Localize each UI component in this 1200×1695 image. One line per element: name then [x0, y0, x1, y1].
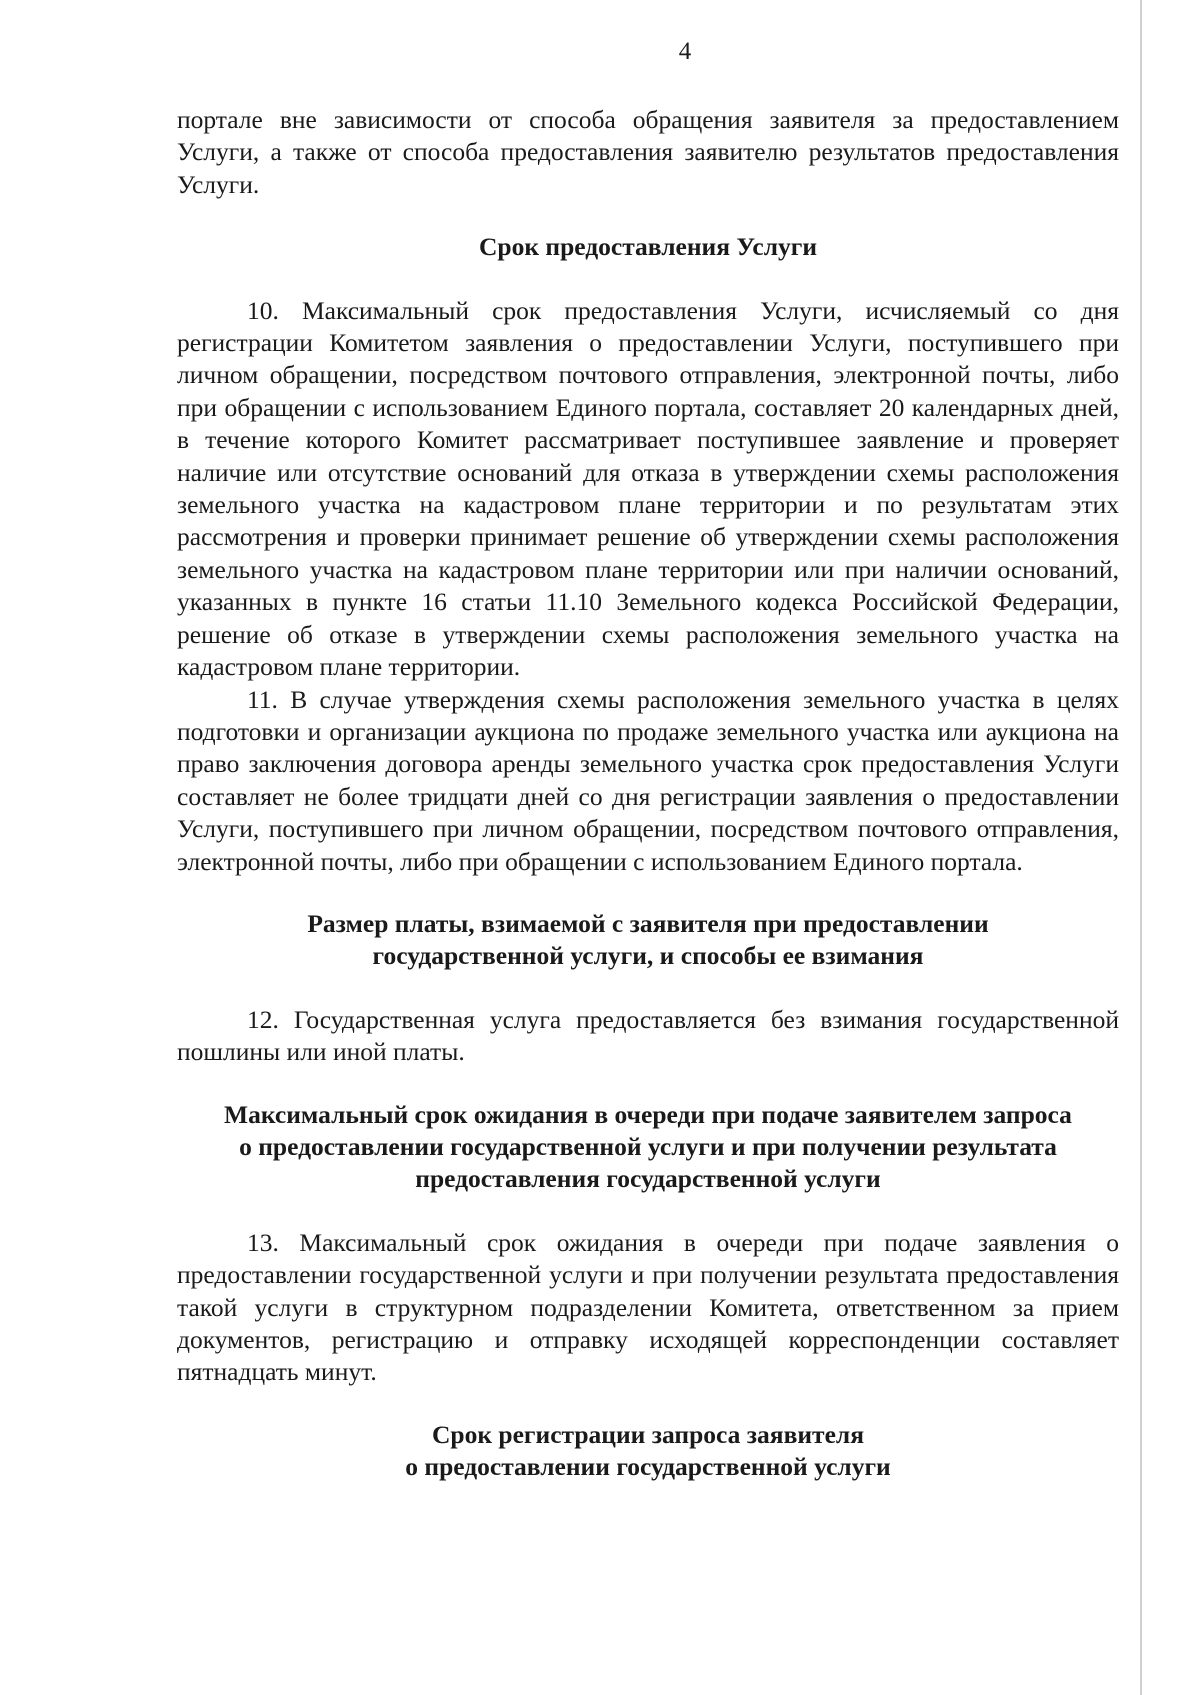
heading-queue-time-line-3: предоставления государственной услуги — [415, 1164, 881, 1194]
heading-queue-time-line-2: о предоставлении государственной услуги и при получении результата — [239, 1131, 1057, 1161]
heading-fee-line-2: государственной услуги, и способы ее взимания — [372, 941, 924, 971]
heading-queue-time — [177, 1099, 1119, 1196]
heading-registration-term — [177, 1419, 1119, 1484]
page-edge-line — [1140, 0, 1142, 1695]
paragraph-12: 12. Государственная услуга предоставляется без взимания государственной пошлины или иной платы. — [177, 1004, 1119, 1067]
paragraph-portal-continuation: портале вне зависимости от способа обращения заявителя за предоставлением Услуги, а также от способа предоставления заявителю результатов предоставления Услуги. — [177, 105, 1119, 199]
paragraph-13: 13. Максимальный срок ожидания в очереди при подаче заявления о предоставлении государственной услуги и при получении результата предоставления такой услуги в структурном подразделении Комитета, ответственном за прием документов, регистрацию и отправку исходящей корреспонденции составляет пятнадцать минут. — [177, 1227, 1119, 1387]
heading-fee-line-1: Размер платы, взимаемой с заявителя при предоставлении — [307, 908, 989, 938]
page-number: 4 — [678, 38, 692, 65]
heading-registration-term-line-1: Срок регистрации запроса заявителя — [432, 1419, 864, 1449]
heading-registration-term-line-2: о предоставлении государственной услуги — [405, 1452, 891, 1482]
heading-service-term: Срок предоставления Услуги — [478, 232, 818, 262]
heading-queue-time-line-1: Максимальный срок ожидания в очереди при подаче заявителем запроса — [224, 1099, 1072, 1129]
paragraph-11: 11. В случае утверждения схемы расположения земельного участка в целях подготовки и организации аукциона по продаже земельного участка или аукциона на право заключения договора аренды земельного участка срок предоставления Услуги составляет не более тридцати дней со дня регистрации заявления о предоставлении Услуги, поступившего при личном обращении, посредством почтового отправления, электронной почты, либо при обращении с использованием Единого портала. — [177, 684, 1119, 876]
document-body — [177, 104, 1119, 1484]
heading-fee — [177, 908, 1119, 973]
paragraph-10: 10. Максимальный срок предоставления Услуги, исчисляемый со дня регистрации Комитетом заявления о предоставлении Услуги, поступившего при личном обращении, посредством почтового отправления, электронной почты, либо при обращении с использованием Единого портала, составляет 20 календарных дней, в течение которого Комитет рассматривает поступившее заявление и проверяет наличие или отсутствие оснований для отказа в утверждении схемы расположения земельного участка на кадастровом плане территории и по результатам этих рассмотрения и проверки принимает решение об утверждении схемы расположения земельного участка на кадастровом плане территории или при наличии оснований, указанных в пункте 16 статьи 11.10 Земельного кодекса Российской Федерации, решение об отказе в утверждении схемы расположения земельного участка на кадастровом плане территории. — [177, 295, 1119, 682]
